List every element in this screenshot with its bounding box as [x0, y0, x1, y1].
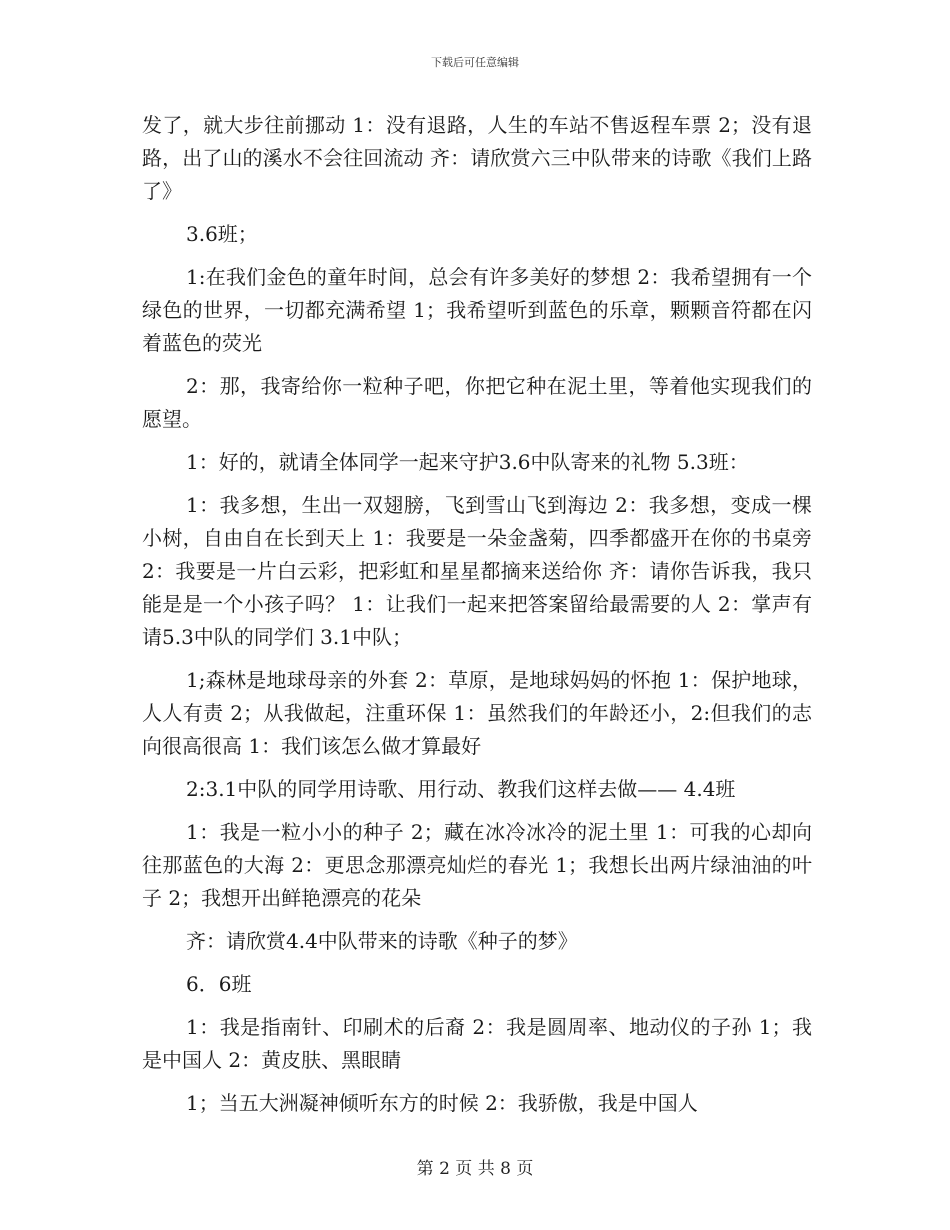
paragraph: 2:3.1中队的同学用诗歌、用行动、教我们这样去做—— 4.4班: [186, 777, 736, 801]
paragraph: 发了，就大步往前挪动 1：没有退路，人生的车站不售返程车票 2；没有退路，出了山的溪水不会往回流动 齐：请欣赏六三中队带来的诗歌《我们上路了》: [142, 113, 812, 203]
paragraph: 3.6班；: [186, 222, 258, 246]
paragraph: 齐：请欣赏4.4中队带来的诗歌《种子的梦》: [186, 929, 578, 953]
paragraph: 1;森林是地球母亲的外套 2：草原，是地球妈妈的怀抱 1：保护地球，人人有责 2；从我做起，注重环保 1：虽然我们的年龄还小，2:但我们的志向很高很高 1：我们该怎么做才算最好: [142, 668, 812, 758]
paragraph: 1：我是指南针、印刷术的后裔 2：我是圆周率、地动仪的子孙 1；我是中国人 2：黄皮肤、黑眼睛: [142, 1015, 812, 1072]
paragraph: 1：我多想，生出一双翅膀，飞到雪山飞到海边 2：我多想，变成一棵小树，自由自在长到天上 1：我要是一朵金盏菊，四季都盛开在你的书桌旁 2：我要是一片白云彩，把彩虹和星星都摘来送给你 齐：请你告诉我，我只能是是一个小孩子吗？ 1：让我们一起来把答案留给最需要的人 2：掌声有请5.3中队的同学们 3.1中队；: [142, 493, 812, 649]
paragraph: 6．6班: [186, 972, 252, 996]
paragraph: 1：我是一粒小小的种子 2；藏在冰冷冰冷的泥土里 1：可我的心却向往那蓝色的大海 2：更思念那漂亮灿烂的春光 1；我想长出两片绿油油的叶子 2；我想开出鲜艳漂亮的花朵: [142, 820, 812, 910]
paragraph: 2：那，我寄给你一粒种子吧，你把它种在泥土里，等着他实现我们的愿望。: [142, 374, 812, 431]
paragraph: 1:在我们金色的童年时间，总会有许多美好的梦想 2：我希望拥有一个绿色的世界，一切都充满希望 1；我希望听到蓝色的乐章，颗颗音符都在闪着蓝色的荧光: [142, 265, 812, 355]
document-body: [142, 109, 812, 1130]
page-header: 下载后可任意编辑: [431, 56, 519, 69]
paragraph: 1；当五大洲凝神倾听东方的时候 2：我骄傲，我是中国人: [186, 1091, 698, 1115]
paragraph: 1：好的，就请全体同学一起来守护3.6中队寄来的礼物 5.3班：: [186, 450, 749, 474]
page-number-footer: 第 2 页 共 8 页: [416, 1159, 534, 1179]
